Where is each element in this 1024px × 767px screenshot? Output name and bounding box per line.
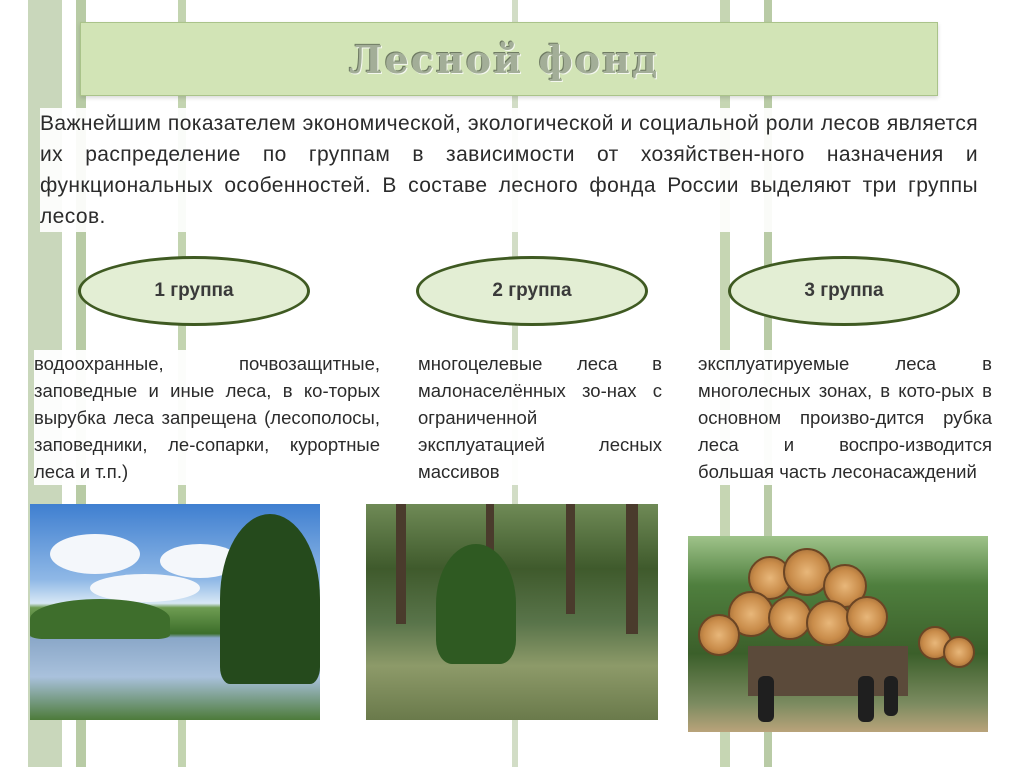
- group-3-oval: 3 группа: [728, 256, 960, 326]
- logging-truck-photo: [688, 536, 988, 732]
- wheel-shape: [758, 676, 774, 722]
- slide-title: Лесной фонд: [349, 37, 660, 82]
- log-shape: [806, 600, 852, 646]
- log-shape: [698, 614, 740, 656]
- tree-trunk-shape: [566, 504, 575, 614]
- log-shape: [846, 596, 888, 638]
- tree-shape: [220, 514, 320, 684]
- cloud-shape: [50, 534, 140, 574]
- group-1-oval: 1 группа: [78, 256, 310, 326]
- log-shape: [943, 636, 975, 668]
- group-2-description: многоцелевые леса в малонаселённых зо-нах с ограниченной эксплуатацией лесных массивов: [418, 350, 662, 485]
- title-band: [80, 22, 938, 96]
- mixed-forest-photo: [366, 504, 658, 720]
- tree-shape: [30, 599, 170, 639]
- cloud-shape: [90, 574, 200, 602]
- intro-paragraph: Важнейшим показателем экономической, экологической и социальной роли лесов является их распределение по группам в зависимости от хозяйствен-ного назначения и функциональных особенностей. В составе лесного фонда России выделяют три группы лесов.: [40, 108, 978, 232]
- wheel-shape: [884, 676, 898, 716]
- group-1-description: водоохранные, почвозащитные, заповедные и иные леса, в ко-торых вырубка леса запрещена (лесополосы, заповедники, ле-сопарки, курортные леса и т.п.): [34, 350, 380, 485]
- river-forest-photo: [30, 504, 320, 720]
- wheel-shape: [858, 676, 874, 722]
- tree-trunk-shape: [626, 504, 638, 634]
- tree-trunk-shape: [396, 504, 406, 624]
- group-2-oval: 2 группа: [416, 256, 648, 326]
- group-3-description: эксплуатируемые леса в многолесных зонах, в кото-рых в основном произво-дится рубка леса и воспро-изводится большая часть лесонасаждений: [698, 350, 992, 485]
- spruce-shape: [436, 544, 516, 664]
